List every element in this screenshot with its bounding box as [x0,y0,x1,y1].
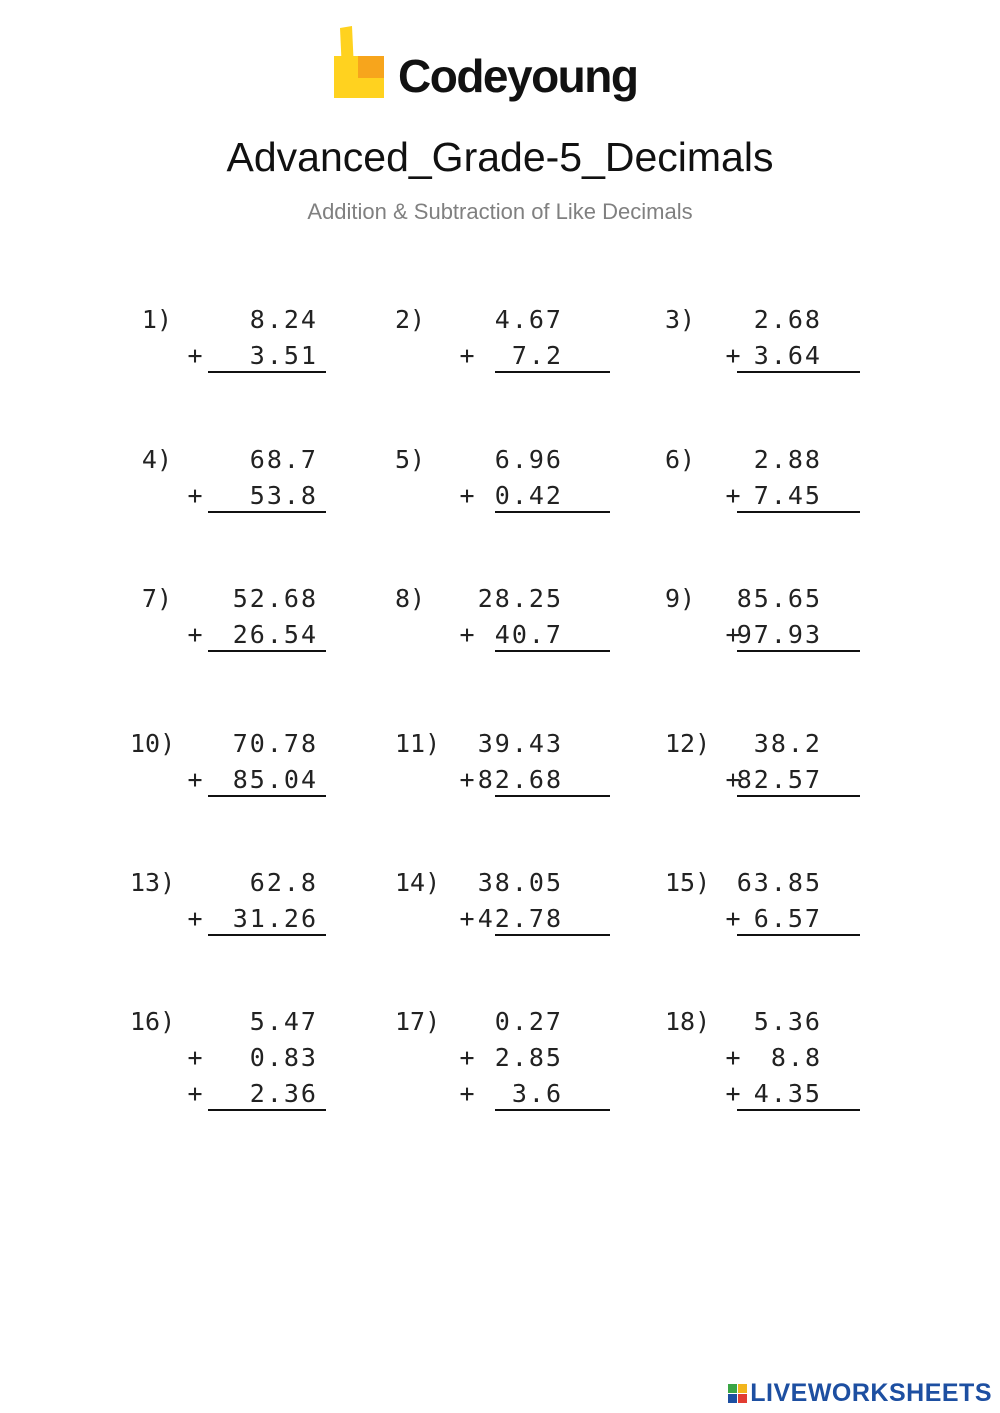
plus-sign: + [187,765,203,794]
problem-number: 3) [665,305,696,334]
problem-number: 16) [130,1007,176,1036]
problem-12 [665,729,905,869]
plus-sign: + [459,1079,475,1108]
problem-number: 2) [395,305,426,334]
problem-number: 6) [665,445,696,474]
codeyoung-logo-icon [330,26,390,102]
answer-line [208,511,326,513]
codeyoung-logo [330,26,690,106]
plus-sign: + [459,481,475,510]
plus-sign: + [725,620,741,649]
addend-2: 8.8 [770,1043,822,1072]
problem-18 [665,1007,905,1147]
plus-sign: + [459,904,475,933]
page-title: Advanced_Grade-5_Decimals [226,134,774,180]
plus-sign: + [725,904,741,933]
answer-line [495,511,610,513]
answer-line [737,934,860,936]
addend-1: 70.78 [232,729,318,758]
plus-sign: + [187,904,203,933]
addend-3: 3.6 [511,1079,563,1108]
problem-17 [395,1007,635,1147]
problem-number: 10) [130,729,176,758]
answer-line [208,934,326,936]
answer-line [495,1109,610,1111]
addend-1: 2.68 [753,305,822,334]
problem-6 [665,445,905,585]
problem-number: 18) [665,1007,711,1036]
plus-sign: + [725,481,741,510]
addend-2: 42.78 [477,904,563,933]
answer-line [737,650,860,652]
problem-8 [395,584,635,724]
problem-number: 15) [665,868,711,897]
problem-number: 14) [395,868,441,897]
addend-1: 28.25 [477,584,563,613]
addend-2: 2.85 [494,1043,563,1072]
plus-sign: + [725,1079,741,1108]
addend-1: 2.88 [753,445,822,474]
problem-number: 17) [395,1007,441,1036]
problem-1 [130,305,370,445]
addend-1: 62.8 [249,868,318,897]
problem-number: 4) [141,445,172,474]
problem-number: 5) [395,445,426,474]
liveworksheets-text: LIVEWORKSHEETS [750,1378,992,1407]
addend-1: 39.43 [477,729,563,758]
plus-sign: + [187,481,203,510]
addend-1: 5.36 [753,1007,822,1036]
problem-number: 7) [141,584,172,613]
addend-2: 7.2 [511,341,563,370]
addend-1: 0.27 [494,1007,563,1036]
plus-sign: + [725,1043,741,1072]
addend-3: 2.36 [249,1079,318,1108]
problem-7 [130,584,370,724]
addend-2: 97.93 [736,620,822,649]
problem-9 [665,584,905,724]
addend-2: 3.64 [753,341,822,370]
addend-2: 82.57 [736,765,822,794]
addend-2: 7.45 [753,481,822,510]
plus-sign: + [725,341,741,370]
answer-line [737,1109,860,1111]
answer-line [208,371,326,373]
problem-3 [665,305,905,445]
answer-line [737,371,860,373]
plus-sign: + [459,1043,475,1072]
answer-line [208,795,326,797]
problem-14 [395,868,635,1008]
addend-2: 3.51 [249,341,318,370]
addend-1: 68.7 [249,445,318,474]
plus-sign: + [459,765,475,794]
plus-sign: + [187,341,203,370]
problem-5 [395,445,635,585]
problem-number: 9) [665,584,696,613]
problem-10 [130,729,370,869]
answer-line [495,650,610,652]
page-subtitle: Addition & Subtraction of Like Decimals [307,199,693,224]
addend-1: 63.85 [736,868,822,897]
addend-2: 82.68 [477,765,563,794]
addend-2: 85.04 [232,765,318,794]
liveworksheets-logo [728,1378,992,1408]
addend-1: 6.96 [494,445,563,474]
answer-line [208,1109,326,1111]
problem-number: 11) [395,729,441,758]
problem-number: 8) [395,584,426,613]
problem-number: 13) [130,868,176,897]
problem-11 [395,729,635,869]
plus-sign: + [187,620,203,649]
answer-line [495,371,610,373]
problem-number: 12) [665,729,711,758]
liveworksheets-icon [728,1384,747,1403]
addend-1: 8.24 [249,305,318,334]
answer-line [208,650,326,652]
problem-15 [665,868,905,1008]
addend-2: 31.26 [232,904,318,933]
answer-line [737,511,860,513]
addend-1: 5.47 [249,1007,318,1036]
addend-1: 38.2 [753,729,822,758]
answer-line [495,795,610,797]
addend-2: 6.57 [753,904,822,933]
brand-name: Codeyoung [398,50,638,102]
answer-line [495,934,610,936]
plus-sign: + [459,620,475,649]
plus-sign: + [459,341,475,370]
problem-4 [130,445,370,585]
problem-number: 1) [141,305,172,334]
problem-13 [130,868,370,1008]
addend-2: 0.83 [249,1043,318,1072]
addend-1: 85.65 [736,584,822,613]
plus-sign: + [187,1043,203,1072]
addend-2: 26.54 [232,620,318,649]
addend-1: 52.68 [232,584,318,613]
addend-2: 0.42 [494,481,563,510]
addend-1: 38.05 [477,868,563,897]
problem-16 [130,1007,370,1147]
plus-sign: + [725,765,741,794]
addend-1: 4.67 [494,305,563,334]
plus-sign: + [187,1079,203,1108]
problem-2 [395,305,635,445]
answer-line [737,795,860,797]
addend-2: 40.7 [494,620,563,649]
addend-3: 4.35 [753,1079,822,1108]
addend-2: 53.8 [249,481,318,510]
